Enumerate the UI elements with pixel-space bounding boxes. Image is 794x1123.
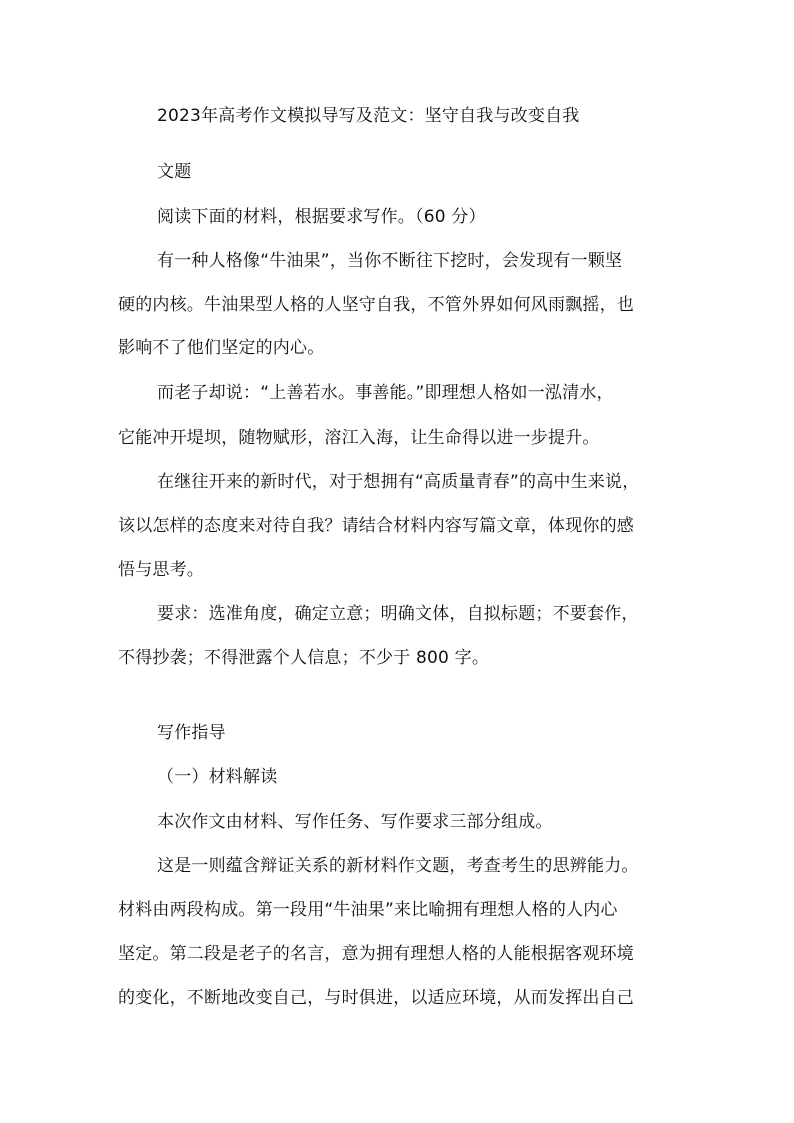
document-title: 2023年高考作文模拟导写及范文：坚守自我与改变自我 xyxy=(157,106,580,126)
body-line: 不得抄袭；不得泄露个人信息；不少于 800 字。 xyxy=(118,648,490,668)
body-line: 本次作文由材料、写作任务、写作要求三部分组成。 xyxy=(157,812,553,832)
body-line: 它能冲开堤坝，随物赋形，溶江入海，让生命得以进一步提升。 xyxy=(118,428,600,448)
body-line: 的变化，不断地改变自己，与时俱进，以适应环境，从而发挥出自己 xyxy=(118,988,634,1008)
body-line: 该以怎样的态度来对待自我？请结合材料内容写篇文章，体现你的感 xyxy=(118,516,634,536)
body-line: 在继往开来的新时代，对于想拥有“高质量青春”的高中生来说， xyxy=(157,472,640,492)
body-line: 硬的内核。牛油果型人格的人坚守自我，不管外界如何风雨飘摇，也 xyxy=(118,295,634,315)
body-line: 材料由两段构成。第一段用“牛油果”来比喻拥有理想人格的人内心 xyxy=(118,900,618,920)
body-line: 悟与思考。 xyxy=(118,560,204,580)
body-line: 文题 xyxy=(157,162,192,182)
body-line: 这是一则蕴含辩证关系的新材料作文题，考查考生的思辨能力。 xyxy=(157,856,639,876)
body-line: 写作指导 xyxy=(157,723,226,743)
body-line: （一）材料解读 xyxy=(157,767,278,787)
body-line: 坚定。第二段是老子的名言，意为拥有理想人格的人能根据客观环境 xyxy=(118,944,634,964)
body-line: 阅读下面的材料，根据要求写作。（60 分） xyxy=(157,207,486,227)
body-line: 要求：选准角度，确定立意；明确文体，自拟标题；不要套作， xyxy=(157,604,639,624)
body-line: 有一种人格像“牛油果”，当你不断往下挖时，会发现有一颗坚 xyxy=(157,251,623,271)
body-line: 影响不了他们坚定的内心。 xyxy=(118,338,325,358)
body-line: 而老子却说：“上善若水。事善能。”即理想人格如一泓清水， xyxy=(157,383,614,403)
